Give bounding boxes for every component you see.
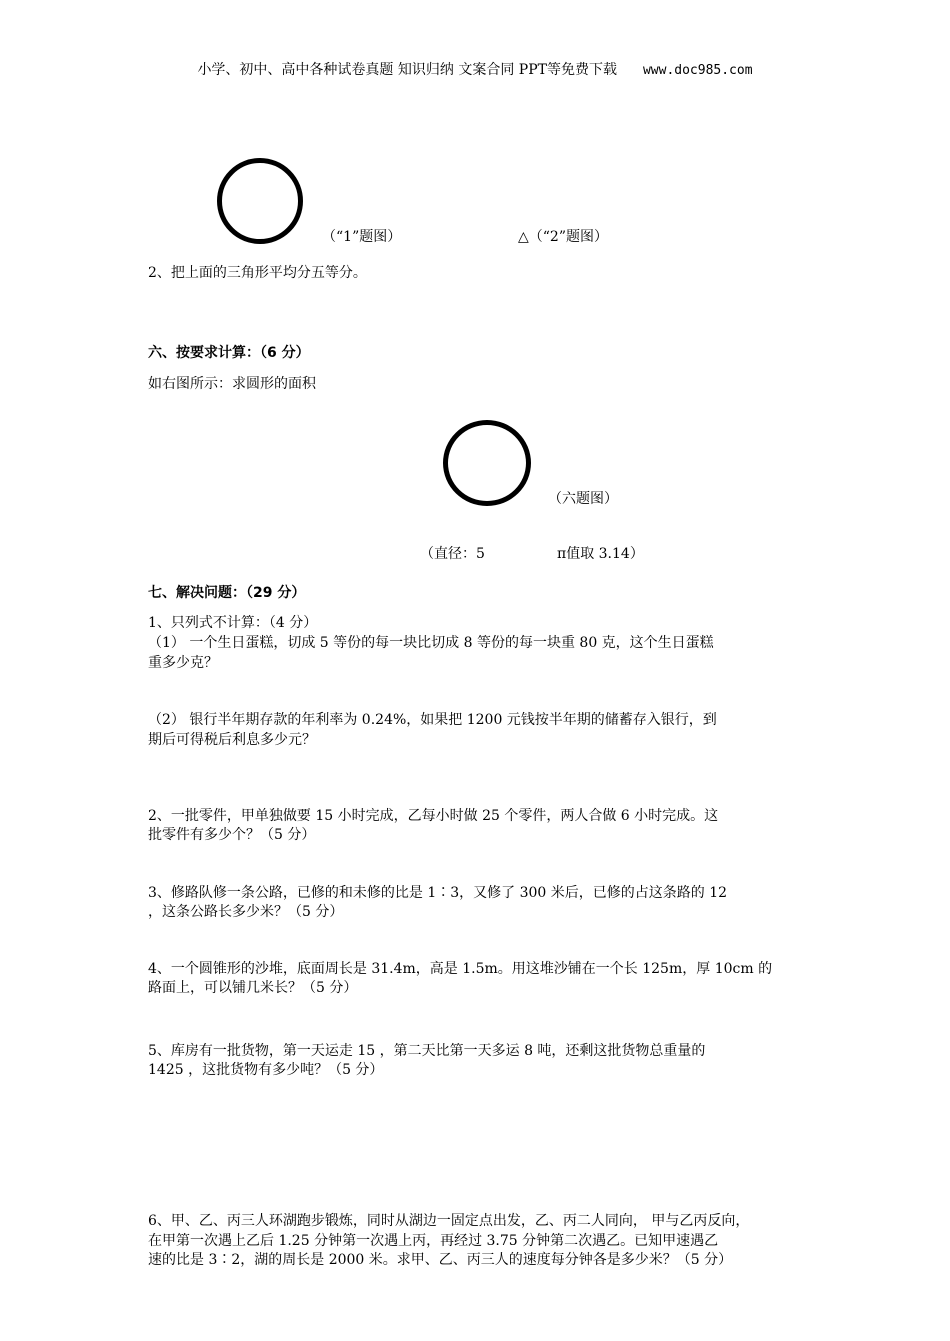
question-7-3-line2: ，这条公路长多少米？（5 分） <box>148 904 344 920</box>
figure-6-caption: （六题图） <box>548 491 618 507</box>
diameter-label: （直径：5 <box>420 546 485 562</box>
question-7-1-2-line2: 期后可得税后利息多少元？ <box>148 732 316 748</box>
pi-label: π值取 3.14） <box>557 546 644 562</box>
page-header <box>0 59 950 79</box>
section-6-prompt: 如右图所示：求圆形的面积 <box>148 376 316 392</box>
question-7-3-line1: 3、修路队修一条公路，已修的和未修的比是 1∶3，又修了 300 米后，已修的占这条路的 12 <box>148 885 728 901</box>
question-7-6-line3: 速的比是 3∶2，湖的周长是 2000 米。求甲、乙、丙三人的速度每分钟各是多少米？（5 分） <box>148 1252 733 1268</box>
question-7-6-line1: 6、甲、乙、丙三人环湖跑步锻炼，同时从湖边一固定点出发，乙、丙二人同向， 甲与乙丙反向， <box>148 1213 750 1229</box>
figure-2-caption: △（“2”题图） <box>518 229 608 245</box>
question-7-4-line1: 4、一个圆锥形的沙堆，底面周长是 31.4m，高是 1.5m。用这堆沙铺在一个长 125m，厚 10cm 的 <box>148 961 773 977</box>
figure-1-circle <box>217 158 303 244</box>
header-url[interactable]: www.doc985.com <box>642 63 753 78</box>
question-5-2: 2、把上面的三角形平均分五等分。 <box>148 265 367 281</box>
question-7-5-line1: 5、库房有一批货物，第一天运走 15 ，第二天比第一天多运 8 吨，还剩这批货物总重量的 <box>148 1043 706 1059</box>
figure-6-circle <box>443 420 531 506</box>
question-7-1-title: 1、只列式不计算：（4 分） <box>148 615 318 631</box>
question-7-2-line2: 批零件有多少个？（5 分） <box>148 827 316 843</box>
header-text: 小学、初中、高中各种试卷真题 知识归纳 文案合同 PPT等免费下载 <box>197 62 617 78</box>
question-7-5-line2: 1425 ，这批货物有多少吨？（5 分） <box>148 1062 384 1078</box>
section-6-title: 六、按要求计算：（6 分） <box>148 345 310 361</box>
question-7-1-2-line1: （2） 银行半年期存款的年利率为 0.24%，如果把 1200 元钱按半年期的储蓄存入银行，到 <box>148 712 717 728</box>
figure-1-caption: （“1”题图） <box>322 229 402 245</box>
question-7-6-line2: 在甲第一次遇上乙后 1.25 分钟第一次遇上丙，再经过 3.75 分钟第二次遇乙。已知甲速遇乙 <box>148 1233 719 1249</box>
question-7-1-1-line1: （1） 一个生日蛋糕，切成 5 等份的每一块比切成 8 等份的每一块重 80 克，这个生日蛋糕 <box>148 635 714 651</box>
question-7-4-line2: 路面上，可以铺几米长？（5 分） <box>148 980 358 996</box>
question-7-1-1-line2: 重多少克？ <box>148 655 218 671</box>
section-7-title: 七、解决问题：（29 分） <box>148 585 306 601</box>
question-7-2-line1: 2、一批零件，甲单独做要 15 小时完成，乙每小时做 25 个零件，两人合做 6 小时完成。这 <box>148 808 719 824</box>
